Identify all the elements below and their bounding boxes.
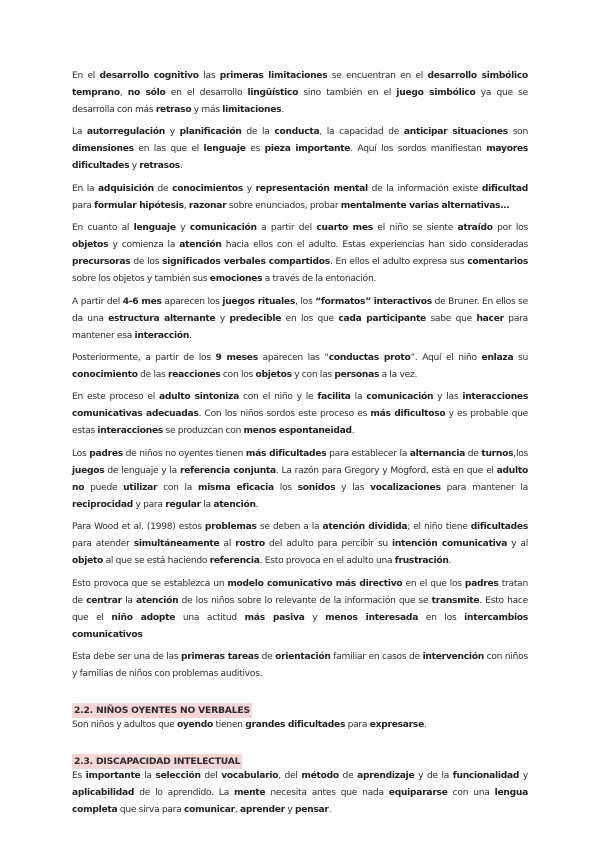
bold-text-run: adulto no [72, 465, 528, 493]
bold-text-run: limitaciones [222, 105, 282, 115]
text-run: de niños no oyentes tienen [122, 448, 246, 459]
text-run: . [281, 105, 284, 115]
bold-text-run: 4-6 mes [122, 296, 162, 307]
bold-text-run: atención [213, 499, 256, 510]
text-run: ,los [513, 448, 529, 459]
body-paragraph [72, 181, 528, 215]
body-paragraph [72, 350, 528, 384]
bold-text-run: atención dividida [322, 522, 408, 533]
text-run: con una [447, 787, 495, 798]
bold-text-run: personas [334, 369, 380, 380]
bold-text-run: conducta [274, 127, 320, 138]
bold-text-run: intervención [422, 651, 484, 662]
text-run: que sirva para [119, 804, 184, 815]
text-run: una actitud [175, 612, 245, 623]
text-run: y al [507, 539, 528, 550]
bold-text-run: padres [89, 448, 123, 459]
bold-text-run: referencia [209, 556, 260, 567]
bold-text-run: objetos [255, 369, 292, 380]
text-run: para mantener la [440, 482, 528, 493]
bold-text-run: turnos [481, 448, 514, 459]
body-paragraph [72, 389, 528, 440]
bold-text-run: intercambios comunicativos [72, 612, 529, 640]
bold-text-run: 9 meses [215, 352, 258, 363]
text-run: en el desarrollo [165, 88, 248, 98]
section-heading-wrap [72, 698, 528, 714]
text-run: . En ellos el adulto expresa sus [329, 257, 468, 268]
bold-text-run: no sólo [127, 88, 166, 98]
body-paragraph [72, 294, 528, 345]
bold-text-run: desarrollo cognitivo [99, 71, 199, 81]
text-run: por los [492, 223, 528, 234]
text-run: de la [241, 127, 275, 138]
text-run: . [448, 556, 452, 567]
text-run: y con las [291, 369, 335, 380]
text-run: y de la [414, 770, 453, 781]
bold-text-run: referencia conjunta [179, 465, 276, 476]
bold-text-run: dificultades [470, 522, 528, 533]
text-run: y las [335, 482, 371, 493]
section-heading-wrap [72, 749, 528, 765]
bold-text-run: atención [135, 595, 179, 606]
bold-text-run: vocalizaciones [370, 482, 441, 493]
text-run: Esta debe ser una de las [72, 651, 181, 662]
text-run: familiar en casos de [330, 651, 423, 662]
bold-text-run: desarrollo simbólico temprano [72, 71, 529, 98]
text-run: . [328, 804, 332, 815]
bold-text-run: adulto sintoniza [159, 392, 239, 403]
bold-text-run: hacer [476, 313, 504, 324]
text-run: para mantener esa [72, 313, 528, 341]
section-2-2-paragraph [72, 717, 528, 734]
text-run: del [200, 770, 222, 781]
text-run: la [350, 392, 367, 403]
text-run: atender [95, 539, 134, 550]
text-run: en el que los [402, 578, 465, 589]
text-run: tienen [213, 719, 246, 730]
bold-text-run: menos interesada [325, 612, 419, 623]
text-run: a partir del [256, 223, 317, 234]
bold-text-run: pensar [294, 804, 329, 815]
text-run: aparecen los [161, 296, 223, 307]
text-run: es [245, 144, 265, 155]
bold-text-run: misma eficacia [197, 482, 274, 493]
text-run: se deben a la [256, 522, 323, 533]
text-run: y [215, 313, 230, 324]
bold-text-run: planificación [179, 127, 242, 138]
text-run: sabe que [425, 313, 477, 324]
bold-text-run: transmite [431, 595, 480, 606]
text-run: con el niño y le [238, 392, 318, 403]
text-run: y [242, 183, 256, 194]
bold-text-run: oyendo [176, 719, 214, 730]
text-run: y las [433, 392, 463, 403]
text-run: sus [192, 274, 210, 285]
text-run: sobre enunciados, probar [226, 200, 341, 211]
bold-text-run: mente [233, 787, 266, 798]
bold-text-run: problemas [204, 522, 257, 533]
bold-text-run: reciprocidad [72, 499, 134, 510]
bold-text-run: mentalmente varias alternativas… [340, 200, 510, 211]
text-run: con los [220, 369, 256, 380]
bold-text-run: atención [179, 240, 222, 251]
bold-text-run: significados verbales compartidos [162, 257, 330, 268]
text-run: y [175, 223, 190, 234]
bold-text-run: grandes dificultades [245, 719, 346, 730]
bold-text-run: utilizar [123, 482, 158, 493]
text-run: de los [130, 257, 163, 268]
text-run: , [183, 200, 189, 211]
text-run: de [338, 770, 358, 781]
bold-text-run: niño adopte [111, 612, 176, 623]
bold-text-run: más dificultoso [370, 409, 446, 420]
bold-text-run: facilita [317, 392, 351, 403]
bold-text-run: rostro [235, 539, 265, 550]
text-run: En este proceso el [72, 392, 160, 403]
text-run: de Bruner. En ellos se da una [72, 296, 529, 324]
text-run: . Esto provoca en el adulto una [259, 556, 395, 567]
bold-text-run: lengua completa [72, 787, 528, 815]
bold-text-run: reacciones [167, 369, 221, 380]
text-run: el niño se siente [372, 223, 458, 234]
text-run: y [129, 161, 140, 172]
text-run: , del [278, 770, 302, 781]
text-run: en los que [281, 313, 339, 324]
text-run: Para Wood et al. (1998) estos [72, 522, 205, 533]
body-paragraph [72, 124, 528, 175]
bold-text-run: comentarios [467, 257, 529, 268]
text-run: en las que el [133, 144, 204, 155]
text-run: son [507, 127, 529, 138]
text-run: para [345, 719, 370, 730]
bold-text-run: pieza importante [264, 144, 351, 155]
text-run: , [119, 88, 128, 98]
text-run: y [164, 127, 180, 138]
text-run: a la vez. [379, 369, 418, 380]
bold-text-run: interactivos [373, 296, 432, 307]
text-run: , [234, 804, 240, 815]
bold-text-run: comunicación [189, 223, 257, 234]
text-run: de [258, 651, 276, 662]
bold-text-run: “formatos” [315, 296, 371, 307]
text-run: se está haciendo [134, 556, 210, 567]
bold-text-run: funcionalidad [452, 770, 520, 781]
bold-text-run: dimensiones [72, 144, 134, 155]
bold-text-run: sonidos [297, 482, 336, 493]
text-run: al [219, 539, 236, 550]
bold-text-run: representación mental [255, 183, 368, 194]
bold-text-run: razonar [188, 200, 227, 211]
bold-text-run: aprendizaje [357, 770, 415, 781]
bold-text-run: equipararse [388, 787, 448, 798]
text-run: En la [72, 183, 99, 194]
text-run: . [179, 161, 183, 172]
text-run: y para [133, 499, 166, 510]
text-run: para [72, 200, 95, 211]
text-run: . [255, 499, 259, 510]
bold-text-run: vocabulario [221, 770, 279, 781]
text-run: de los niños sobre lo relevante de la información que se [178, 595, 432, 606]
bold-text-run: juego simbólico [396, 88, 476, 98]
text-run: ; el niño tiene [407, 522, 471, 533]
body-paragraph [72, 220, 528, 288]
text-run: . La razón para Gregory y Mogford, está en que el [275, 465, 497, 476]
text-run: comienza la [121, 240, 180, 251]
bold-text-run: primeras tareas [181, 651, 259, 662]
text-run: . [189, 330, 192, 341]
bold-text-run: formular hipótesis [94, 200, 184, 211]
text-run: Esto provoca que se establezca un [72, 578, 228, 589]
bold-text-run: retraso [155, 105, 192, 115]
bold-text-run: conductas proto [328, 352, 411, 363]
bold-text-run: conocimiento [72, 369, 138, 380]
bold-text-run: lenguaje [203, 144, 246, 155]
bold-text-run: cuarto mes [316, 223, 373, 234]
bold-text-run: regular [165, 499, 201, 510]
bold-text-run: primeras limitaciones [219, 71, 328, 81]
bold-text-run: atraído [457, 223, 493, 234]
text-run: y [284, 804, 295, 815]
text-run: sino también en el [298, 88, 397, 98]
bold-text-run: aplicabilidad [72, 787, 135, 798]
bold-text-run: orientación [275, 651, 331, 662]
bold-text-run: intención comunicativa [391, 539, 508, 550]
text-run: y [304, 612, 326, 623]
bold-text-run: anticipar situaciones [403, 127, 508, 138]
text-run: Posteriormente, a partir de los [72, 352, 216, 363]
text-run: aparecen las “ [257, 352, 329, 363]
section-heading-2-2: 2.2. NIÑOS OYENTES NO VERBALES [74, 704, 250, 716]
bold-text-run: frustración [394, 556, 449, 567]
bold-text-run: autorregulación [86, 127, 165, 138]
bold-text-run: importante [85, 770, 141, 781]
bold-text-run: emociones [209, 274, 263, 285]
body-paragraph [72, 576, 528, 644]
bold-text-run: retrasos [139, 161, 180, 172]
bold-text-run: más pasiva [244, 612, 305, 623]
text-run: y más [191, 105, 223, 115]
bold-text-run: comunicación [366, 392, 434, 403]
bold-text-run: lenguaje [133, 223, 176, 234]
bold-text-run: centrar [86, 595, 122, 606]
text-run: se produzcan con [163, 426, 244, 437]
text-run: su [513, 352, 529, 363]
text-run: Los [72, 448, 90, 459]
bold-text-run: conocimientos [172, 183, 243, 194]
bold-text-run: interacción [134, 330, 190, 341]
bold-text-run: estructura alternante [108, 313, 216, 324]
bold-text-run: predecible [229, 313, 282, 324]
text-run: al que [103, 556, 135, 567]
text-run: , la capacidad de [319, 127, 404, 138]
bold-text-run: método [301, 770, 339, 781]
body-text-block [72, 68, 528, 683]
bold-text-run: selección [155, 770, 201, 781]
bold-text-run: comunicar [183, 804, 235, 815]
text-run: . [424, 719, 427, 730]
text-run: Es [72, 770, 86, 781]
text-run: de las [137, 369, 168, 380]
text-run: de [465, 448, 482, 459]
section-heading-2-3: 2.3. DISCAPACIDAD INTELECTUAL [74, 755, 241, 767]
bold-text-run: precursoras [72, 257, 131, 268]
text-run: de lo aprendido. La [134, 787, 234, 798]
text-run: ”. Aquí el niño [410, 352, 482, 363]
bold-text-run: lingüístico [247, 88, 299, 98]
bold-text-run: menos espontaneidad [243, 426, 352, 437]
bold-text-run: cada participante [338, 313, 426, 324]
text-run: puede [90, 482, 124, 493]
bold-text-run: padres [464, 578, 499, 589]
bold-text-run: modelo comunicativo más directivo [227, 578, 403, 589]
bold-text-run: aprender [239, 804, 285, 815]
bold-text-run: comunicativas adecuadas [72, 409, 199, 420]
text-run: tratan de [72, 578, 528, 606]
body-paragraph [72, 649, 528, 683]
bold-text-run: interacciones [462, 392, 529, 403]
text-run: con niños y [72, 651, 528, 679]
text-run: y [108, 240, 122, 251]
text-run: la [140, 770, 156, 781]
bold-text-run: alternancia [409, 448, 466, 459]
text-run: de [153, 183, 173, 194]
text-run: A partir del [72, 296, 123, 307]
bold-text-run: objetos [72, 240, 109, 251]
text-run: con la [157, 482, 198, 493]
body-paragraph [72, 68, 528, 119]
bold-text-run: interacciones [97, 426, 164, 437]
text-run: las [198, 71, 220, 81]
bold-text-run: más dificultades [245, 448, 327, 459]
text-run: . [351, 426, 355, 437]
text-run: . Esto hace que el [72, 595, 529, 623]
bold-text-run: objeto [72, 556, 104, 567]
text-run: La [72, 127, 87, 138]
text-run: familias de niños con problemas auditivos. [79, 668, 263, 679]
text-run: la [121, 595, 136, 606]
text-run: los [273, 482, 298, 493]
bold-text-run: juegos rituales [222, 296, 296, 307]
text-run: , los [295, 296, 316, 307]
bold-text-run: enlaza [481, 352, 514, 363]
bold-text-run: mayores dificultades [72, 144, 529, 172]
bold-text-run: juegos [72, 465, 105, 476]
text-run: se encuentran en el [327, 71, 428, 81]
text-run: Son niños y adultos que [72, 719, 177, 730]
text-run: En cuanto al [72, 223, 134, 234]
section-2-3-paragraph [72, 768, 528, 819]
text-run: del adulto para percibir su [264, 539, 392, 550]
body-paragraph [72, 519, 528, 570]
body-paragraph [72, 446, 528, 514]
text-run: la [200, 499, 214, 510]
text-run: de lenguaje y la [104, 465, 180, 476]
text-run: ya que se desarrolla con más [72, 88, 528, 115]
text-run: . Con los niños sordos este proceso es [198, 409, 371, 420]
text-run: para establecer la [326, 448, 410, 459]
text-run: para [72, 539, 96, 550]
bold-text-run: simultáneamente [133, 539, 220, 550]
text-run: En el [72, 71, 100, 81]
bold-text-run: expresarse [369, 719, 424, 730]
text-run: . Aquí los sordos manifiestan [350, 144, 487, 155]
text-run: de la información existe [367, 183, 482, 194]
text-run: hacia ellos con el adulto. Estas experiencias han sido consideradas [221, 240, 529, 251]
text-run: sobre los objetos y también [72, 274, 193, 285]
text-run: necesita antes que nada [265, 787, 389, 798]
text-run: en los [418, 612, 465, 623]
text-run: y [519, 770, 528, 781]
text-run: y es probable que estas [72, 409, 528, 437]
text-run: a través de la entonación. [262, 274, 377, 285]
bold-text-run: adquisición [98, 183, 154, 194]
bold-text-run: dificultad [481, 183, 529, 194]
